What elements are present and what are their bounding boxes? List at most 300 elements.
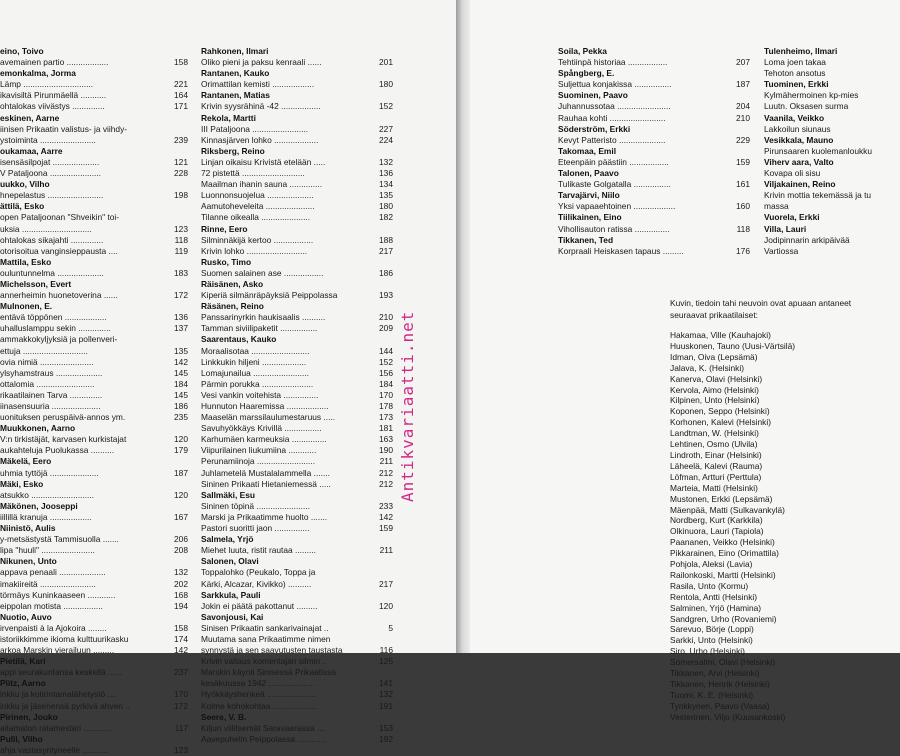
entry-title: Tilanne oikealla ..................... (201, 212, 311, 223)
entry-title: Sarkkula, Pauli (201, 589, 261, 600)
index-entry (558, 201, 750, 212)
entry-title: Oliko pieni ja paksu kenraali ...... (201, 57, 322, 68)
entry-title: Kiperiä silmänräpäyksiä Peippolassa (201, 290, 338, 301)
page-number: 125 (379, 656, 393, 667)
index-entry (764, 90, 900, 101)
index-entry (201, 468, 393, 479)
page-number: 145 (174, 367, 188, 378)
page-number: 211 (379, 545, 393, 556)
index-entry (558, 135, 750, 146)
index-author (558, 124, 750, 135)
entry-title: Niinistö, Aulis (0, 523, 56, 534)
index-author (558, 190, 750, 201)
index-entry (0, 412, 188, 423)
index-entry (764, 190, 900, 201)
credit-name: Paananen, Veikko (Helsinki) (670, 537, 775, 548)
credit-name: Mäenpää, Matti (Sulkavankylä) (670, 504, 785, 515)
entry-title: Juhannussotaa ....................... (558, 101, 671, 112)
page-number: 217 (379, 578, 393, 589)
page-number: 145 (174, 389, 188, 400)
entry-title: y-metsästystä Tammisuolla ....... (0, 534, 119, 545)
entry-title: Vaanila, Veikko (764, 112, 825, 123)
entry-title: imakiireitä ........................ (0, 578, 96, 589)
page-number: 202 (174, 578, 188, 589)
entry-title: Viherv aara, Valto (764, 156, 834, 167)
credit-name: Läheelä, Kalevi (Rauma) (670, 460, 763, 471)
index-entry (0, 667, 188, 678)
page-number: 159 (379, 523, 393, 534)
credit-name: Kervola, Aimo (Helsinki) (670, 384, 759, 395)
index-entry (201, 689, 393, 700)
index-entry (558, 101, 750, 112)
index-entry (201, 390, 393, 401)
page-number: 118 (174, 234, 188, 245)
index-author (0, 301, 188, 312)
index-column-3 (558, 46, 750, 257)
entry-title: eino, Toivo (0, 46, 44, 56)
index-column-1 (0, 46, 188, 756)
entry-title: Yksi vapaaehtoinen .................. (558, 201, 676, 212)
page-number: 167 (174, 511, 188, 522)
index-entry (201, 57, 393, 68)
entry-title: Marskin käynti Sinisessä Prikaatissa (201, 667, 336, 678)
entry-title: ikavisiltä Pirunmäellä ........... (0, 90, 107, 101)
index-entry (201, 579, 393, 590)
page-number: 181 (379, 423, 393, 434)
index-entry (0, 90, 188, 101)
page-number: 212 (379, 478, 393, 489)
entry-title: Tehtiinpä historiaa ................. (558, 57, 668, 68)
entry-title: Mäki, Esko (0, 478, 44, 489)
index-entry (558, 224, 750, 235)
index-author (201, 224, 393, 235)
index-author (0, 479, 188, 490)
credit-name: Löfman, Artturi (Perttula) (670, 471, 762, 482)
index-entry (0, 689, 188, 700)
index-column-2 (201, 46, 393, 745)
index-entry (0, 434, 188, 445)
index-entry (201, 235, 393, 246)
index-author (0, 656, 188, 667)
page-number: 221 (174, 79, 188, 90)
entry-title: Piitz, Aarno (0, 678, 46, 689)
index-entry (0, 101, 188, 112)
index-entry (201, 423, 393, 434)
page-number: 170 (174, 689, 188, 700)
index-entry (0, 445, 188, 456)
entry-title: V:n tirkistäjät, karvasen kurkistajat (0, 434, 127, 445)
credit-name: Sandgren, Urho (Rovaniemi) (670, 613, 777, 624)
entry-title: ottalomia ......................... (0, 378, 95, 389)
index-entry (764, 57, 900, 68)
credit-name: Railonkoski, Martti (Helsinki) (670, 569, 776, 580)
entry-title: Villa, Lauri (764, 223, 807, 234)
entry-title: Krivin valtaus komentajan silmin .. (201, 656, 328, 667)
entry-title: Räsänen, Reino (201, 301, 264, 312)
entry-title: Salonen, Olavi (201, 556, 259, 567)
page-number: 142 (174, 356, 188, 367)
credit-name: Korhonen, Kalevi (Helsinki) (670, 417, 772, 428)
page-number: 152 (379, 101, 393, 112)
index-entry (0, 590, 188, 601)
index-entry (0, 390, 188, 401)
credits-list (670, 330, 890, 723)
entry-title: Eteenpäin päästiin ................. (558, 156, 669, 167)
entry-title: annerheimin huonetoverina ...... (0, 290, 118, 301)
page-number: 187 (174, 467, 188, 478)
entry-title: Pirinen, Jouko (0, 711, 58, 722)
entry-title: Tamman siviilipaketit ................ (201, 323, 318, 334)
index-author (764, 212, 900, 223)
entry-title: open Pataljoonan "Shveikin" toi- (0, 212, 120, 223)
entry-title: uhmia tyttöjä ..................... (0, 467, 99, 478)
index-entry (201, 734, 393, 745)
page-number: 159 (736, 156, 750, 167)
index-author (0, 712, 188, 723)
index-entry (201, 401, 393, 412)
index-entry (0, 290, 188, 301)
entry-title: ättilä, Esko (0, 201, 45, 212)
index-entry (0, 190, 188, 201)
index-author (201, 590, 393, 601)
page-number: 132 (379, 689, 393, 700)
index-author (0, 257, 188, 268)
entry-title: Aamutoheveleita ..................... (201, 201, 315, 212)
page-number: 121 (174, 156, 188, 167)
page-number: 184 (379, 378, 393, 389)
entry-title: Krivin lohko .......................... (201, 245, 308, 256)
page-number: 180 (379, 201, 393, 212)
index-entry (0, 623, 188, 634)
index-entry (201, 601, 393, 612)
entry-title: Rantanen, Kauko (201, 68, 270, 79)
index-entry (201, 268, 393, 279)
page-number: 170 (379, 389, 393, 400)
entry-title: Vartiossa (764, 245, 799, 256)
index-entry (764, 124, 900, 135)
index-entry (764, 101, 900, 112)
index-entry (0, 490, 188, 501)
index-entry (201, 79, 393, 90)
entry-title: Toppalohko (Peukalo, Toppa ja (201, 567, 316, 578)
entry-title: Korpraali Heiskasen tapaus ......... (558, 245, 684, 256)
entry-title: Vihollisauton ratissa ............... (558, 223, 670, 234)
index-entry (0, 468, 188, 479)
index-entry (558, 113, 750, 124)
index-entry (201, 190, 393, 201)
page-number: 123 (174, 223, 188, 234)
credit-name: Jalava, K. (Helsinki) (670, 362, 745, 373)
entry-title: 72 pistettä ........................... (201, 168, 305, 179)
index-entry (0, 334, 188, 345)
entry-title: ystoiminta ........................ (0, 134, 96, 145)
entry-title: ettuja ............................ (0, 345, 88, 356)
index-entry (0, 601, 188, 612)
entry-title: Krivin mottia tekemässä ja tu (764, 190, 872, 201)
entry-title: oukamaa, Aarre (0, 145, 63, 156)
credit-name: Sarkki, Unto (Helsinki) (670, 635, 753, 646)
entry-title: Vuorela, Erkki (764, 212, 820, 223)
index-author (201, 68, 393, 79)
entry-title: hnepelastus ........................ (0, 190, 104, 201)
entry-title: Suomen salainen ase ................. (201, 267, 324, 278)
credit-name: Tikkanen, Henrik (Helsinki) (670, 679, 770, 689)
entry-title: Nikunen, Unto (0, 556, 57, 567)
index-entry (0, 512, 188, 523)
index-entry (0, 357, 188, 368)
entry-title: avemainen partio .................. (0, 57, 109, 68)
index-author (764, 79, 900, 90)
credit-name: Pohjola, Aleksi (Lavia) (670, 559, 753, 570)
entry-title: Soila, Pekka (558, 46, 607, 56)
page-number: 190 (379, 445, 393, 456)
index-entry (201, 567, 393, 578)
entry-title: Pietilä, Kari (0, 656, 46, 667)
index-entry (201, 212, 393, 223)
entry-title: Sallmäki, Esu (201, 489, 255, 500)
page-number: 179 (174, 445, 188, 456)
entry-title: Spångberg, E. (558, 68, 615, 79)
index-author (0, 68, 188, 79)
page-number: 206 (174, 534, 188, 545)
entry-title: Jokin ei päätä pakottanut ......... (201, 600, 318, 611)
entry-title: Vesi vankin voitehista ............... (201, 389, 319, 400)
page-number: 187 (736, 79, 750, 90)
credit-name: Mustonen, Erkki (Lepsämä) (670, 493, 773, 504)
page-number: 134 (379, 179, 393, 190)
index-entry (0, 235, 188, 246)
entry-title: kesäkuussa 1942 .................... (201, 678, 316, 689)
index-author (0, 501, 188, 512)
page-number: 172 (174, 290, 188, 301)
index-entry (201, 545, 393, 556)
page-number: 210 (379, 312, 393, 323)
entry-title: Kärki, Alcazar, Kivikko) .......... (201, 578, 312, 589)
entry-title: ohtalokas viivästys .............. (0, 101, 105, 112)
index-entry (201, 723, 393, 734)
entry-title: Maailman ihanin sauna .............. (201, 179, 323, 190)
entry-title: Talonen, Paavo (558, 168, 619, 179)
entry-title: uonituksen peruspäivä-annos ym. (0, 412, 126, 423)
page-number: 172 (174, 700, 188, 711)
entry-title: rikaatilainen Tarva .............. (0, 389, 103, 400)
index-entry (201, 634, 393, 645)
entry-title: V Pataljoona ...................... (0, 168, 102, 179)
page-number: 119 (174, 245, 188, 256)
index-entry (0, 634, 188, 645)
entry-title: Rauhaa kohti ........................ (558, 112, 666, 123)
index-entry (201, 456, 393, 467)
page-number: 237 (174, 667, 188, 678)
entry-title: otorisoitua vanginsieppausta .... (0, 245, 118, 256)
page-number: 116 (379, 645, 393, 656)
entry-title: Luutn. Oksasen surma (764, 101, 849, 112)
index-author (558, 46, 750, 57)
entry-title: Tarvajärvi, Niilo (558, 190, 620, 201)
index-author (764, 179, 900, 190)
index-author (201, 279, 393, 290)
index-entry (0, 212, 188, 223)
index-entry (201, 168, 393, 179)
entry-title: Karhumäen karmeuksia ............... (201, 434, 327, 445)
entry-title: appi seurakuntansa keskellä ...... (0, 667, 122, 678)
page-number: 191 (379, 700, 393, 711)
page-number: 132 (174, 567, 188, 578)
index-author (201, 334, 393, 345)
index-author (0, 423, 188, 434)
credit-name: Kanerva, Olavi (Helsinki) (670, 373, 763, 384)
credit-name: Nordberg, Kurt (Karkkila) (670, 515, 763, 526)
entry-title: arkoa Marskin vierailuun ......... (0, 645, 115, 656)
entry-title: Vesikkala, Mauno (764, 134, 834, 145)
entry-title: Krivin syysrähinä -42 ................. (201, 101, 321, 112)
credit-name: Somersalmi, Olavi (Helsinki) (670, 657, 776, 668)
page-number: 123 (174, 744, 188, 755)
credit-name: Sarevuo, Börje (Loppi) (670, 624, 754, 635)
page-number: 118 (736, 223, 750, 234)
page-number: 136 (174, 312, 188, 323)
page-number: 198 (174, 190, 188, 201)
index-entry (201, 312, 393, 323)
page-number: 209 (379, 323, 393, 334)
page-number: 217 (379, 245, 393, 256)
index-entry (764, 235, 900, 246)
page-number: 135 (174, 345, 188, 356)
index-entry (558, 246, 750, 257)
credit-name: Tynkkynen, Paavo (Vaasa) (670, 700, 770, 711)
index-entry (0, 545, 188, 556)
entry-title: Riksberg, Reino (201, 145, 265, 156)
index-author (764, 113, 900, 124)
page-number: 142 (379, 511, 393, 522)
index-entry (0, 379, 188, 390)
index-author (558, 68, 750, 79)
index-author (201, 556, 393, 567)
page-number: 132 (379, 156, 393, 167)
index-author (764, 46, 900, 57)
entry-title: ohtalokas sikajahti .............. (0, 234, 104, 245)
page-number: 156 (379, 367, 393, 378)
index-entry (558, 157, 750, 168)
index-entry (201, 512, 393, 523)
index-entry (201, 445, 393, 456)
credit-name: Olkinuora, Lauri (Tapiola) (670, 526, 764, 537)
entry-title: isensäsilpojat .................... (0, 156, 100, 167)
page-number: 137 (174, 323, 188, 334)
page-number: 183 (174, 267, 188, 278)
entry-title: Mäkönen, Jooseppi (0, 500, 78, 511)
entry-title: Pirunsaaren kuolemanloukku (764, 145, 873, 156)
index-entry (558, 57, 750, 68)
entry-title: Marski ja Prikaatimme huolto ....... (201, 511, 328, 522)
entry-title: emonkalma, Jorma (0, 68, 76, 79)
entry-title: Kolme kohokohtaa ................... (201, 700, 317, 711)
entry-title: Tulikaste Golgatalla ................ (558, 179, 671, 190)
index-entry (0, 168, 188, 179)
entry-title: Sininen Prikaati Hietaniemessä ..... (201, 478, 331, 489)
index-entry (0, 723, 188, 734)
index-author (201, 146, 393, 157)
entry-title: Kevyt Patteristo .................... (558, 134, 666, 145)
page-number: 194 (174, 600, 188, 611)
index-entry (764, 246, 900, 257)
page-number: 141 (379, 678, 393, 689)
page-number: 184 (174, 378, 188, 389)
index-entry (0, 224, 188, 235)
credit-name: Marteia, Matti (Helsinki) (670, 482, 758, 493)
entry-title: Pärmin porukka ...................... (201, 378, 314, 389)
entry-title: ahja vastasyntyneelle ........... (0, 744, 108, 755)
credit-name: Kilpinen, Unto (Helsinki) (670, 395, 760, 406)
entry-title: Söderström, Erkki (558, 123, 631, 134)
entry-title: aitamaton ratamestari ............ (0, 722, 112, 733)
index-entry (0, 745, 188, 756)
entry-title: istoriikkimme ikioma kulttuurikasku (0, 633, 129, 644)
entry-title: Saarentaus, Kauko (201, 334, 277, 345)
index-entry (201, 157, 393, 168)
index-entry (0, 268, 188, 279)
index-author (558, 168, 750, 179)
credit-name: Pikkarainen, Eino (Orimattila) (670, 548, 779, 559)
entry-title: Rantanen, Matias (201, 90, 270, 101)
page-number: 120 (174, 489, 188, 500)
page-number: 136 (379, 168, 393, 179)
entry-title: Orimattilan kemisti .................. (201, 79, 315, 90)
index-author (201, 490, 393, 501)
entry-title: uksia .............................. (0, 223, 92, 234)
page-number: 193 (379, 290, 393, 301)
page-number: 201 (379, 57, 393, 68)
page-number: 227 (379, 123, 393, 134)
page-number: 210 (736, 112, 750, 123)
entry-title: Pastori suoritti jaon ............... (201, 523, 310, 534)
page-number: 171 (174, 101, 188, 112)
index-author (764, 224, 900, 235)
index-entry (0, 368, 188, 379)
index-entry (201, 645, 393, 656)
index-entry (201, 179, 393, 190)
index-entry (201, 479, 393, 490)
entry-title: Linjan oikaisu Krivistä etelään ..... (201, 156, 326, 167)
page-number: 211 (379, 456, 393, 467)
credit-name: Rentola, Antti (Helsinki) (670, 591, 758, 602)
index-author (558, 235, 750, 246)
page-number: 239 (174, 134, 188, 145)
index-author (0, 146, 188, 157)
entry-title: Savonjousi, Kai (201, 611, 264, 622)
entry-title: Kiljun viilitsemät Saravaarassa .... (201, 722, 327, 733)
page-number: 5 (388, 622, 393, 633)
entry-title: inkku ja kotirintamalähetystö .... (0, 689, 117, 700)
index-entry (201, 667, 393, 678)
entry-title: entävä töppönen .................. (0, 312, 107, 323)
credits-section (670, 298, 890, 723)
index-author (0, 456, 188, 467)
page-number: 182 (379, 212, 393, 223)
index-entry (201, 501, 393, 512)
index-entry (201, 246, 393, 257)
page-number: 164 (174, 90, 188, 101)
index-entry (201, 701, 393, 712)
index-entry (0, 124, 188, 135)
entry-title: eskinen, Aarne (0, 112, 60, 123)
index-column-4 (764, 46, 900, 257)
page-number: 176 (736, 245, 750, 256)
page-number: 120 (379, 600, 393, 611)
entry-title: Tikkanen, Ted (558, 234, 614, 245)
entry-title: Tulenheimo, Ilmari (764, 46, 838, 56)
index-entry (0, 701, 188, 712)
